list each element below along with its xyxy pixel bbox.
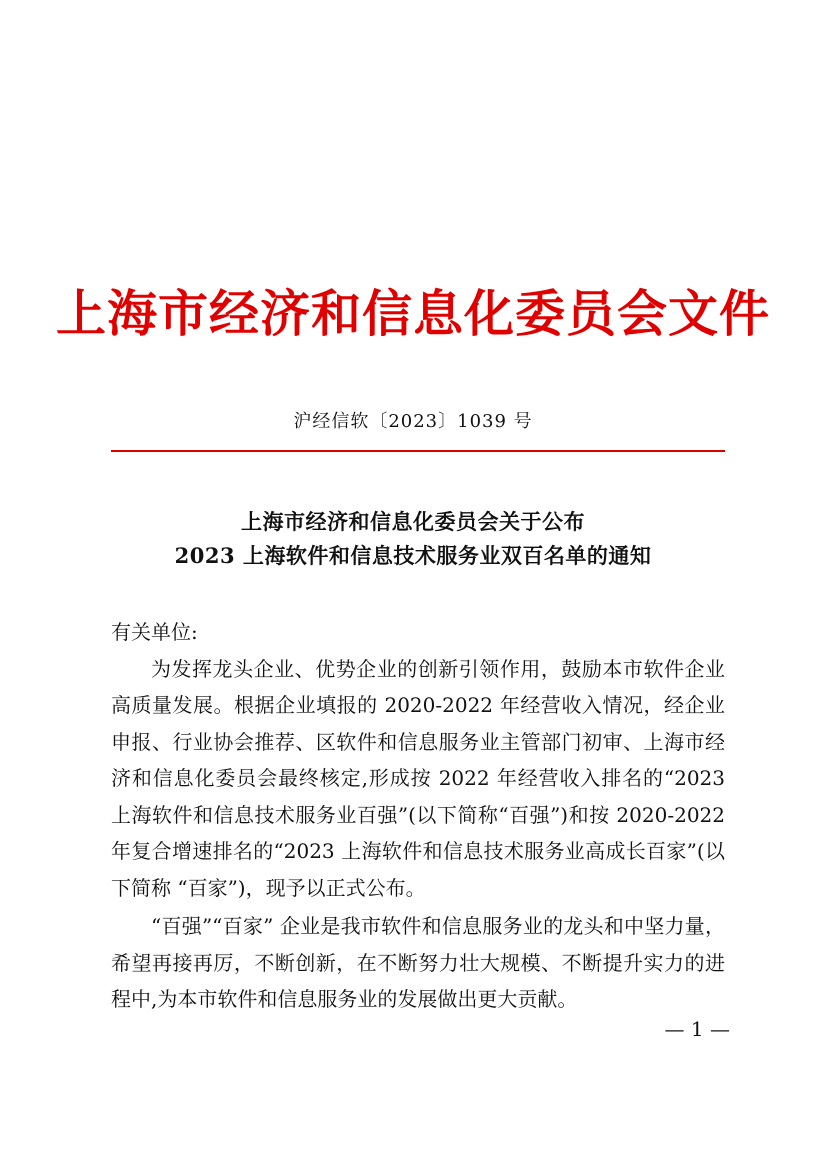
- notice-title: [0, 505, 826, 573]
- notice-body: [111, 614, 725, 1018]
- notice-title-line-2: 2023 上海软件和信息技术服务业双百名单的通知: [174, 543, 652, 568]
- page-number: — 1 —: [664, 1017, 730, 1041]
- salutation: 有关单位:: [111, 620, 198, 644]
- notice-title-line-1: 上海市经济和信息化委员会关于公布: [241, 509, 585, 534]
- body-paragraph-2: “百强”“百家” 企业是我市软件和信息服务业的龙头和中坚力量，希望再接再厉，不断创新，在不断努力壮大规模、不断提升实力的进程中,为本市软件和信息服务业的发展做出更大贡献。: [111, 914, 725, 1011]
- document-number: 沪经信软〔2023〕1039 号: [293, 411, 533, 432]
- red-divider-line: [111, 450, 725, 452]
- body-paragraph-1: 为发挥龙头企业、优势企业的创新引领作用，鼓励本市软件企业高质量发展。根据企业填报的 2020-2022 年经营收入情况，经企业申报、行业协会推荐、区软件和信息服务业主管部门初审、上海市经济和信息化委员会最终核定,形成按 2022 年经营收入排名的“2023 上海软件和信息技术服务业百强”(以下简称“百强”)和按 2020-2022 年复合增速排名的“2023 上海软件和信息技术服务业高成长百家”(以下简称 “百家”)，现予以正式公布。: [111, 656, 725, 900]
- masthead-title: 上海市经济和信息化委员会文件: [56, 284, 770, 343]
